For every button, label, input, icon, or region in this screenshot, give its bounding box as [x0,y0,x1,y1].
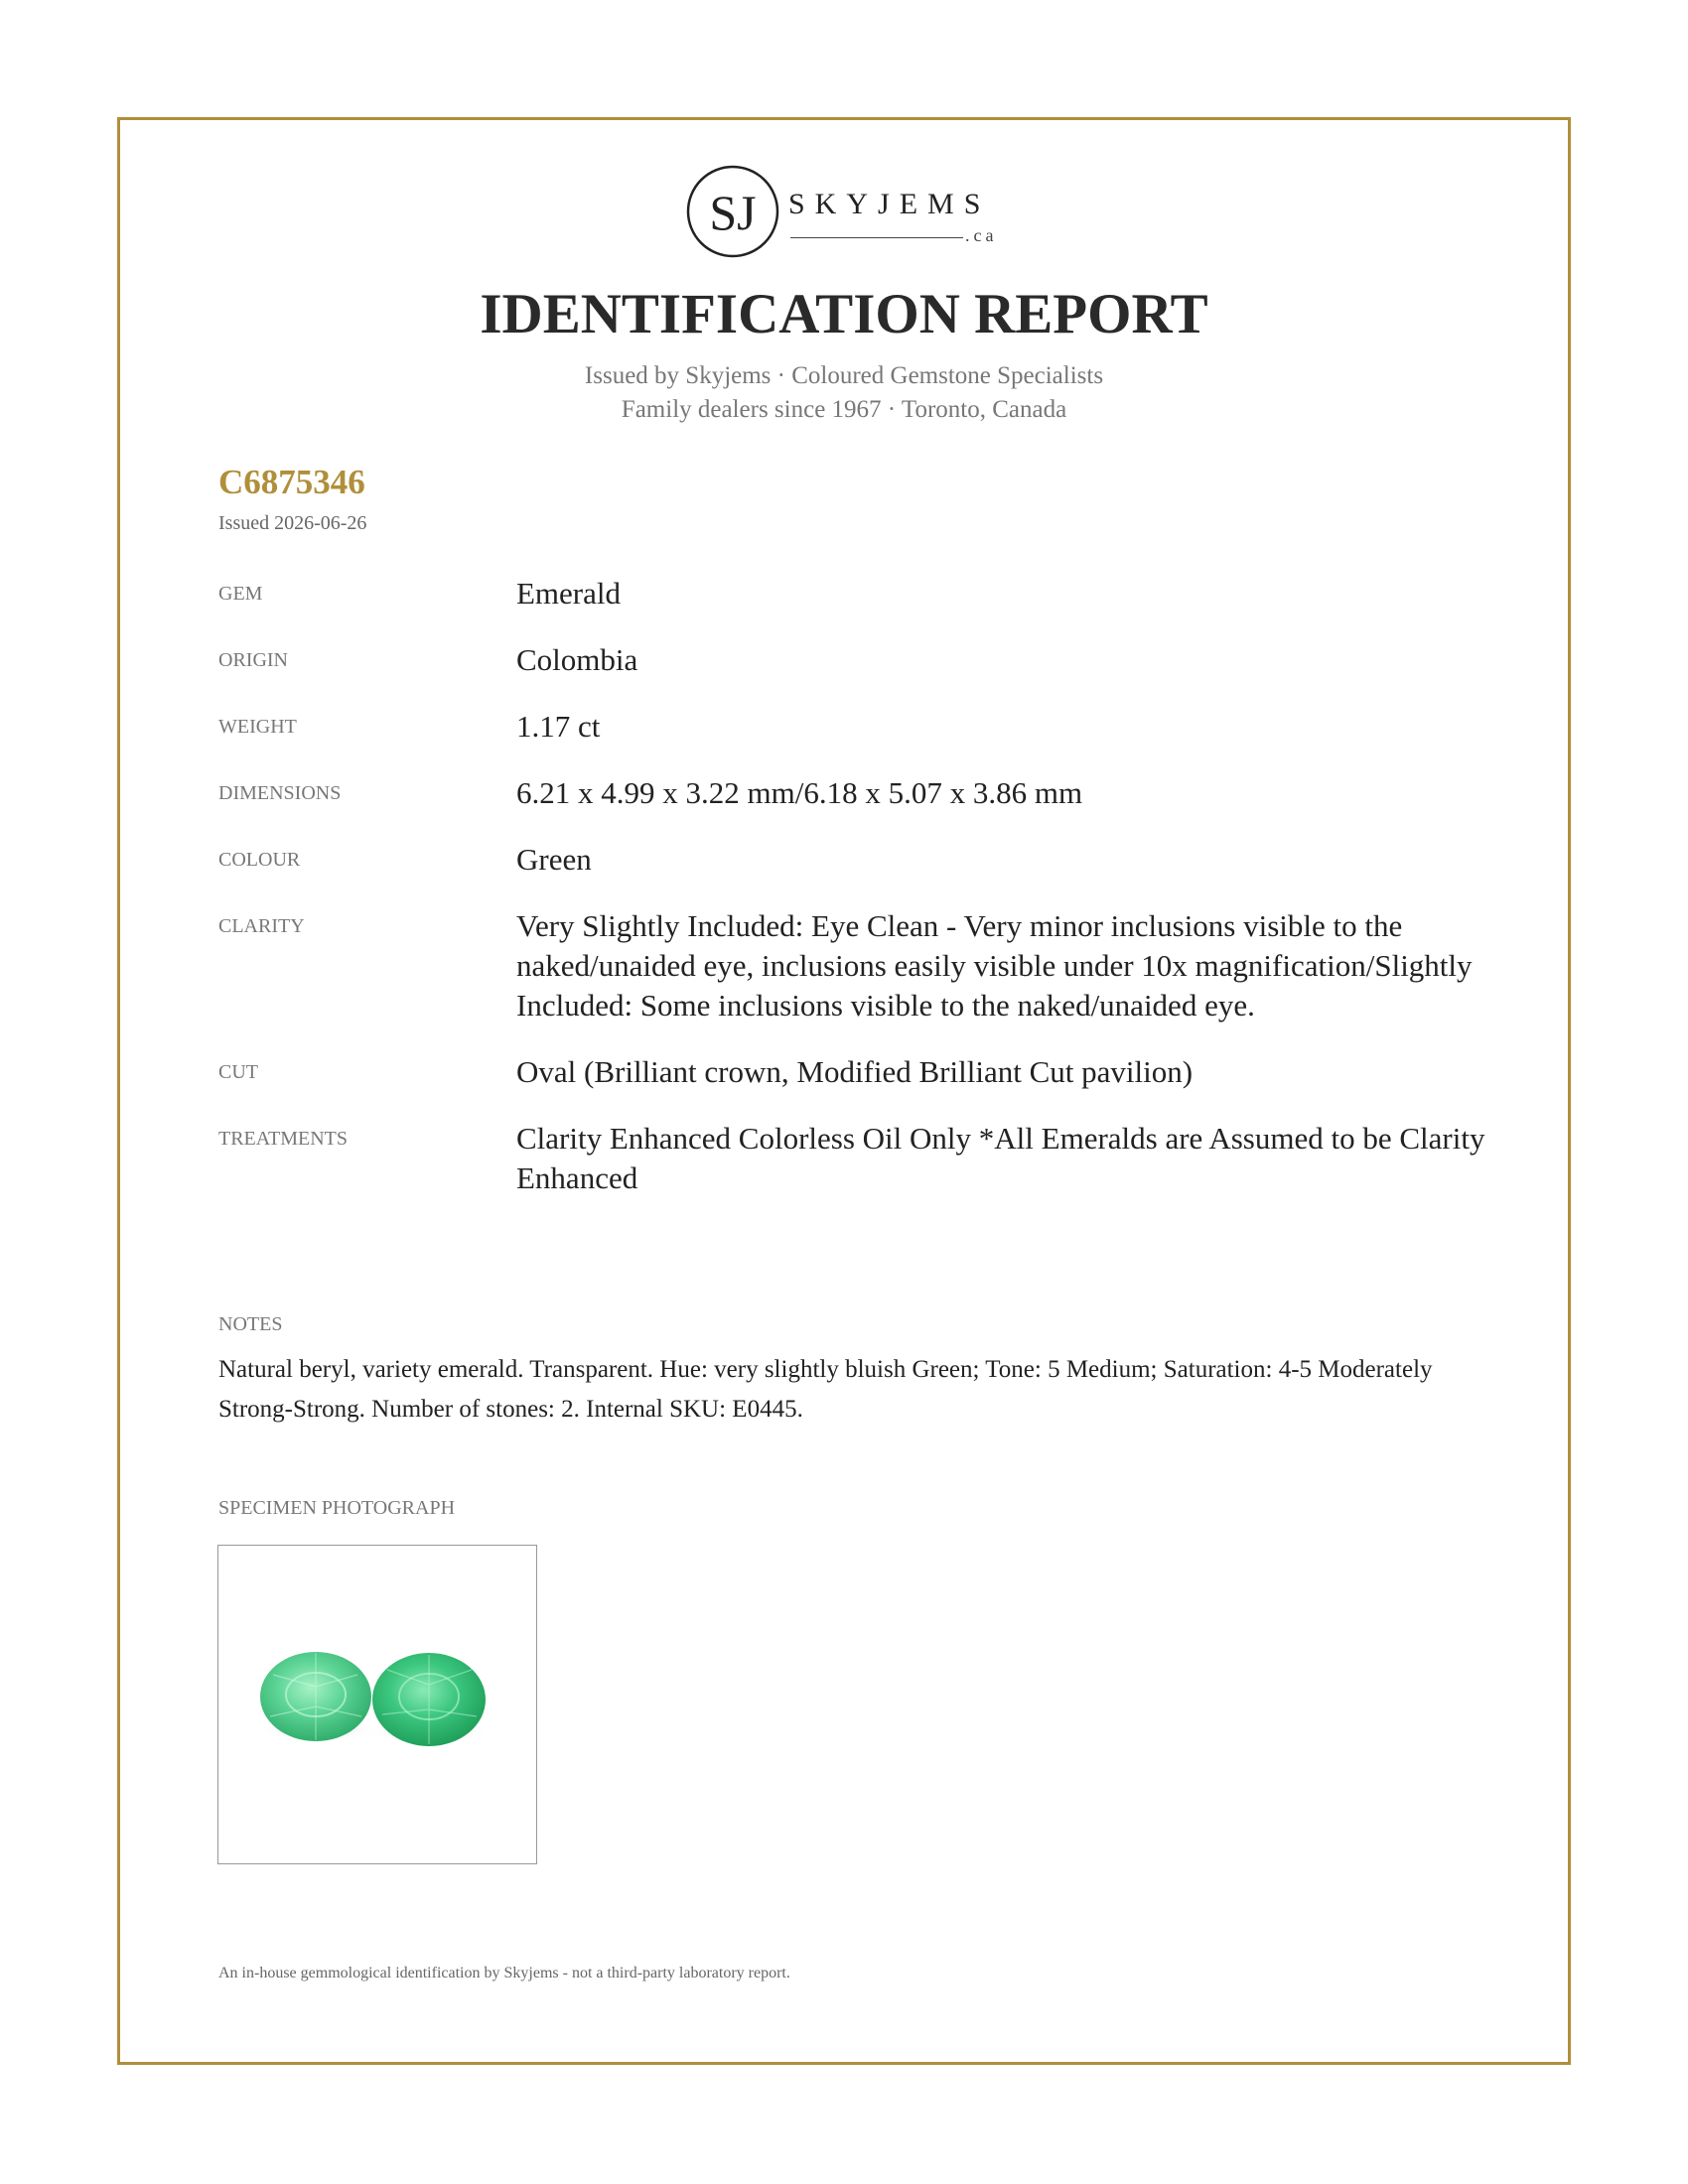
field-label: DIMENSIONS [218,782,342,804]
subtitle-line-2: Family dealers since 1967 · Toronto, Canada [621,396,1067,423]
field-row-treatments [218,1119,1489,1198]
logo-rule [790,237,963,238]
disclaimer: An in-house gemmological identification by Skyjems - not a third-party laboratory report. [218,1965,790,1981]
field-row-cut [218,1052,1489,1092]
field-label: GEM [218,583,263,605]
logo-monogram: SJ [709,185,757,240]
report-fields [218,574,1489,1225]
field-row-clarity [218,906,1489,1025]
field-row-colour [218,840,1489,880]
field-label: CUT [218,1061,258,1083]
sj-monogram-icon [685,164,780,259]
emerald-pair-image [218,1546,536,1863]
field-value: Very Slightly Included: Eye Clean - Very minor inclusions visible to the naked/unaided eye, inclusions easily visible under 10x magnification/Slightly Included: Some inclusions visible to the naked/unaided eye. [516,908,1473,1023]
field-label: CLARITY [218,915,305,937]
field-row-origin [218,640,1489,680]
field-value: Emerald [516,576,622,611]
field-label: WEIGHT [218,716,297,738]
notes-text: Natural beryl, variety emerald. Transparent. Hue: very slightly bluish Green; Tone: 5 Medium; Saturation: 4-5 Moderately Strong-Strong. Number of stones: 2. Internal SKU: E0445. [218,1356,1433,1423]
skyjems-logo [685,164,1003,263]
subtitle-line-1: Issued by Skyjems · Coloured Gemstone Specialists [584,362,1104,389]
field-value: Clarity Enhanced Colorless Oil Only *All Emeralds are Assumed to be Clarity Enhanced [516,1121,1485,1195]
page-subtitle [0,359,1688,427]
field-label: COLOUR [218,849,301,871]
field-row-weight [218,707,1489,747]
field-row-gem [218,574,1489,614]
field-value: Green [516,842,592,877]
field-value: 6.21 x 4.99 x 3.22 mm/6.18 x 5.07 x 3.86 mm [516,775,1083,810]
field-label: TREATMENTS [218,1128,348,1150]
page-title: IDENTIFICATION REPORT [480,283,1208,345]
issued-date: Issued 2026-06-26 [218,512,367,534]
field-value: 1.17 ct [516,709,601,744]
field-value: Colombia [516,642,638,677]
specimen-photo [217,1545,537,1864]
logo-wordmark: SKYJEMS [788,188,991,220]
field-value: Oval (Brilliant crown, Modified Brilliant Cut pavilion) [516,1054,1194,1089]
logo-tld: .ca [965,225,998,245]
field-label: ORIGIN [218,649,288,671]
photo-label: SPECIMEN PHOTOGRAPH [218,1497,456,1519]
field-row-dimensions [218,773,1489,813]
report-id: C6875346 [218,463,365,501]
notes-label: NOTES [218,1313,283,1335]
